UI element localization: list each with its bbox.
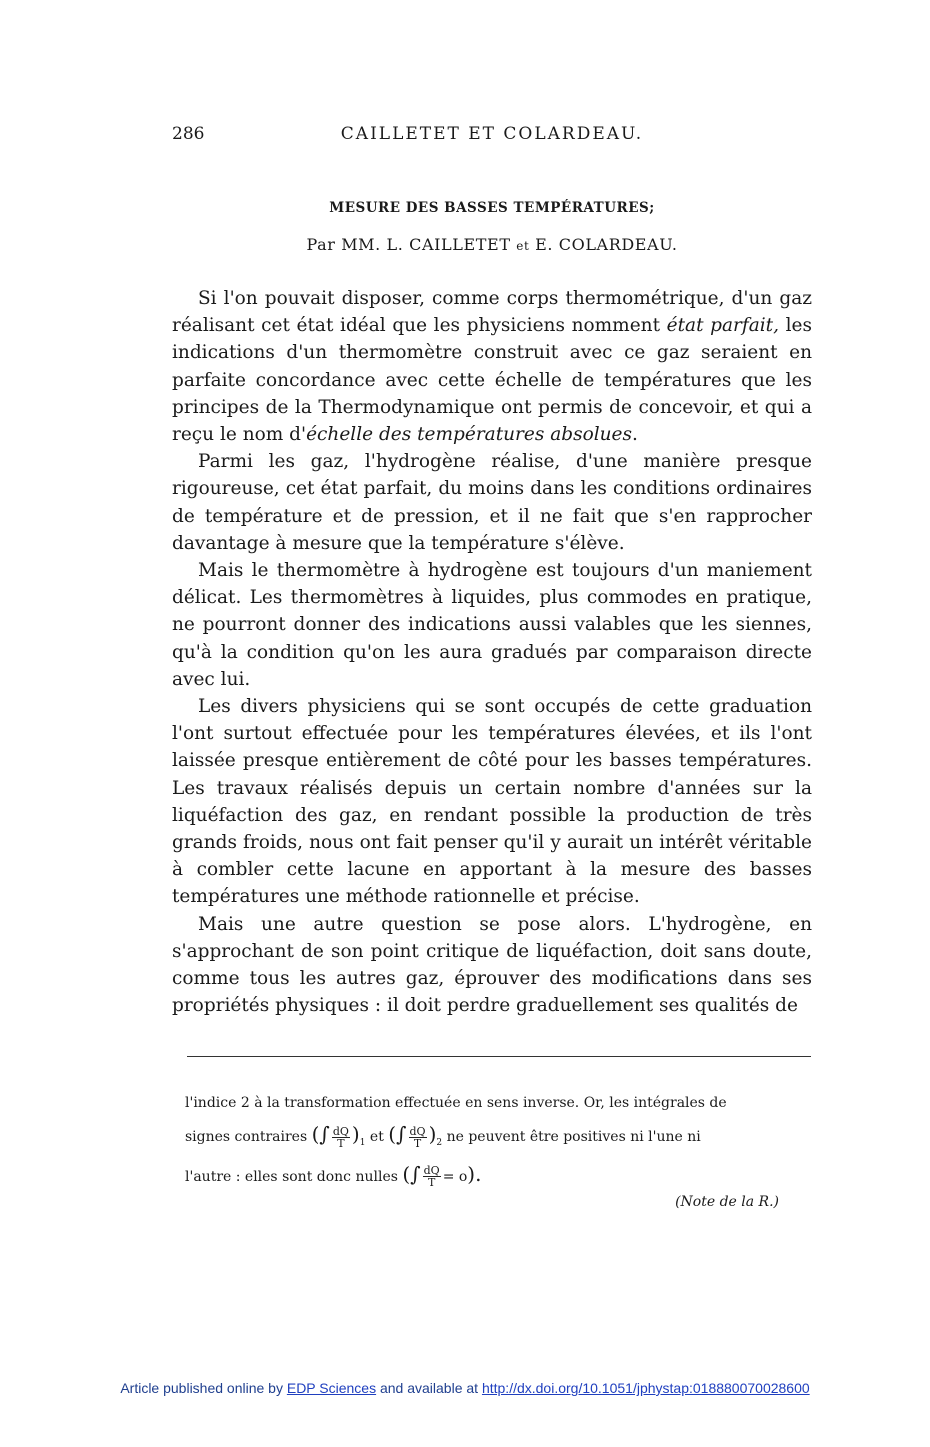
byline-par: Par (306, 235, 336, 254)
byline-et: et (516, 239, 530, 253)
footnote-text: et (369, 1129, 384, 1145)
article-body (172, 285, 812, 1019)
edp-sciences-link[interactable]: EDP Sciences (286, 1380, 377, 1396)
footnote-text: l'autre : elles sont donc nulles (185, 1168, 398, 1185)
integral-symbol: (∫ (388, 1122, 407, 1146)
fraction (423, 1165, 441, 1188)
page-header (172, 124, 812, 152)
equals-zero: = o (442, 1168, 468, 1185)
emphasis-etat-parfait: état parfait, (666, 315, 779, 337)
byline-names-a: MM. L. CAILLETET (341, 235, 511, 254)
footnote-line-2 (185, 1119, 817, 1159)
paragraph-text: Si l'on pouvait disposer, comme corps thermométrique, d'un gaz réalisant cet état idéal que les physiciens nomment (172, 288, 812, 337)
paragraph: Mais une autre question se pose alors. L'hydrogène, en s'approchant de son point critique de liquéfaction, doit sans doute, comme tous les autres gaz, éprouver des modifications dans ses propriétés physiques : il doit perdre graduellement ses qualités de (172, 913, 812, 1017)
fraction-numerator: dQ (409, 1124, 426, 1138)
footnote-rule (187, 1056, 811, 1057)
page-number: 286 (172, 124, 205, 144)
fraction-numerator: dQ (423, 1164, 440, 1178)
footnote-line-1: l'indice 2 à la transformation effectuée en sens inverse. Or, les intégrales de (185, 1095, 727, 1111)
fraction-numerator: dQ (332, 1124, 349, 1138)
footnote-text: signes contraires (185, 1129, 308, 1145)
paragraph-text: . (632, 424, 638, 446)
footnote-text: ne peuvent être positives ni l'une ni (446, 1129, 701, 1145)
doi-link[interactable]: http://dx.doi.org/10.1051/jphystap:018880070028600 (481, 1380, 810, 1396)
footnote (185, 1088, 817, 1218)
editor-note: (Note de la R.) (675, 1193, 779, 1210)
article-title: MESURE DES BASSES TEMPÉRATURES; (329, 200, 655, 216)
paragraph: Mais le thermomètre à hydrogène est toujours d'un maniement délicat. Les thermomètres à liquides, plus commodes en pratique, ne pourront donner des indications aussi valables que les siennes, qu'à la condition qu'on les aura gradués par comparaison directe avec lui. (172, 560, 812, 690)
fraction (409, 1126, 427, 1149)
paragraph (172, 285, 812, 448)
footer-text: and available at (379, 1380, 479, 1396)
paragraph-text: les indications d'un thermomètre construit avec ce gaz seraient en parfaite concordance avec cette échelle de températures que les principes de la Thermodynamique ont permis de concevoir, et qui a reçu le nom d' (172, 315, 812, 446)
paragraph: Parmi les gaz, l'hydrogène réalise, d'une manière presque rigoureuse, cet état parfait, du moins dans les conditions ordinaires de température et de pression, et il ne fait que s'en rapprocher davantage à mesure que la température s'élève. (172, 451, 812, 554)
fraction-denominator: T (427, 1176, 436, 1190)
emphasis-echelle: échelle des températures absolues (306, 424, 632, 446)
footer-text: Article published online by (120, 1380, 283, 1396)
fraction (332, 1126, 350, 1149)
fraction-denominator: T (337, 1136, 345, 1150)
article-byline (172, 235, 812, 254)
paren-close: ). (467, 1161, 482, 1186)
running-head: CAILLETET ET COLARDEAU. (340, 124, 644, 144)
subscript-1: 1 (359, 1137, 366, 1148)
integral-symbol: (∫ (311, 1122, 330, 1146)
subscript-2: 2 (436, 1137, 443, 1148)
publication-footer (0, 1380, 930, 1396)
integral-symbol: (∫ (402, 1161, 421, 1186)
fraction-denominator: T (413, 1136, 422, 1150)
paren-close: ) (428, 1122, 437, 1146)
paragraph: Les divers physiciens qui se sont occupés de cette graduation l'ont surtout effectuée pour les températures élevées, et ils l'ont laissée presque entièrement de côté pour les basses températures. Les travaux réalisés depuis un certain nombre d'années sur la liquéfaction des gaz, en rendant possible la production de très grands froids, nous ont fait penser qu'il y aurait un intérêt véritable à combler cette lacune en apportant à la mesure des basses températures une méthode rationnelle et précise. (172, 696, 812, 908)
byline-names-b: E. COLARDEAU. (535, 235, 678, 254)
paren-close: ) (351, 1122, 360, 1146)
